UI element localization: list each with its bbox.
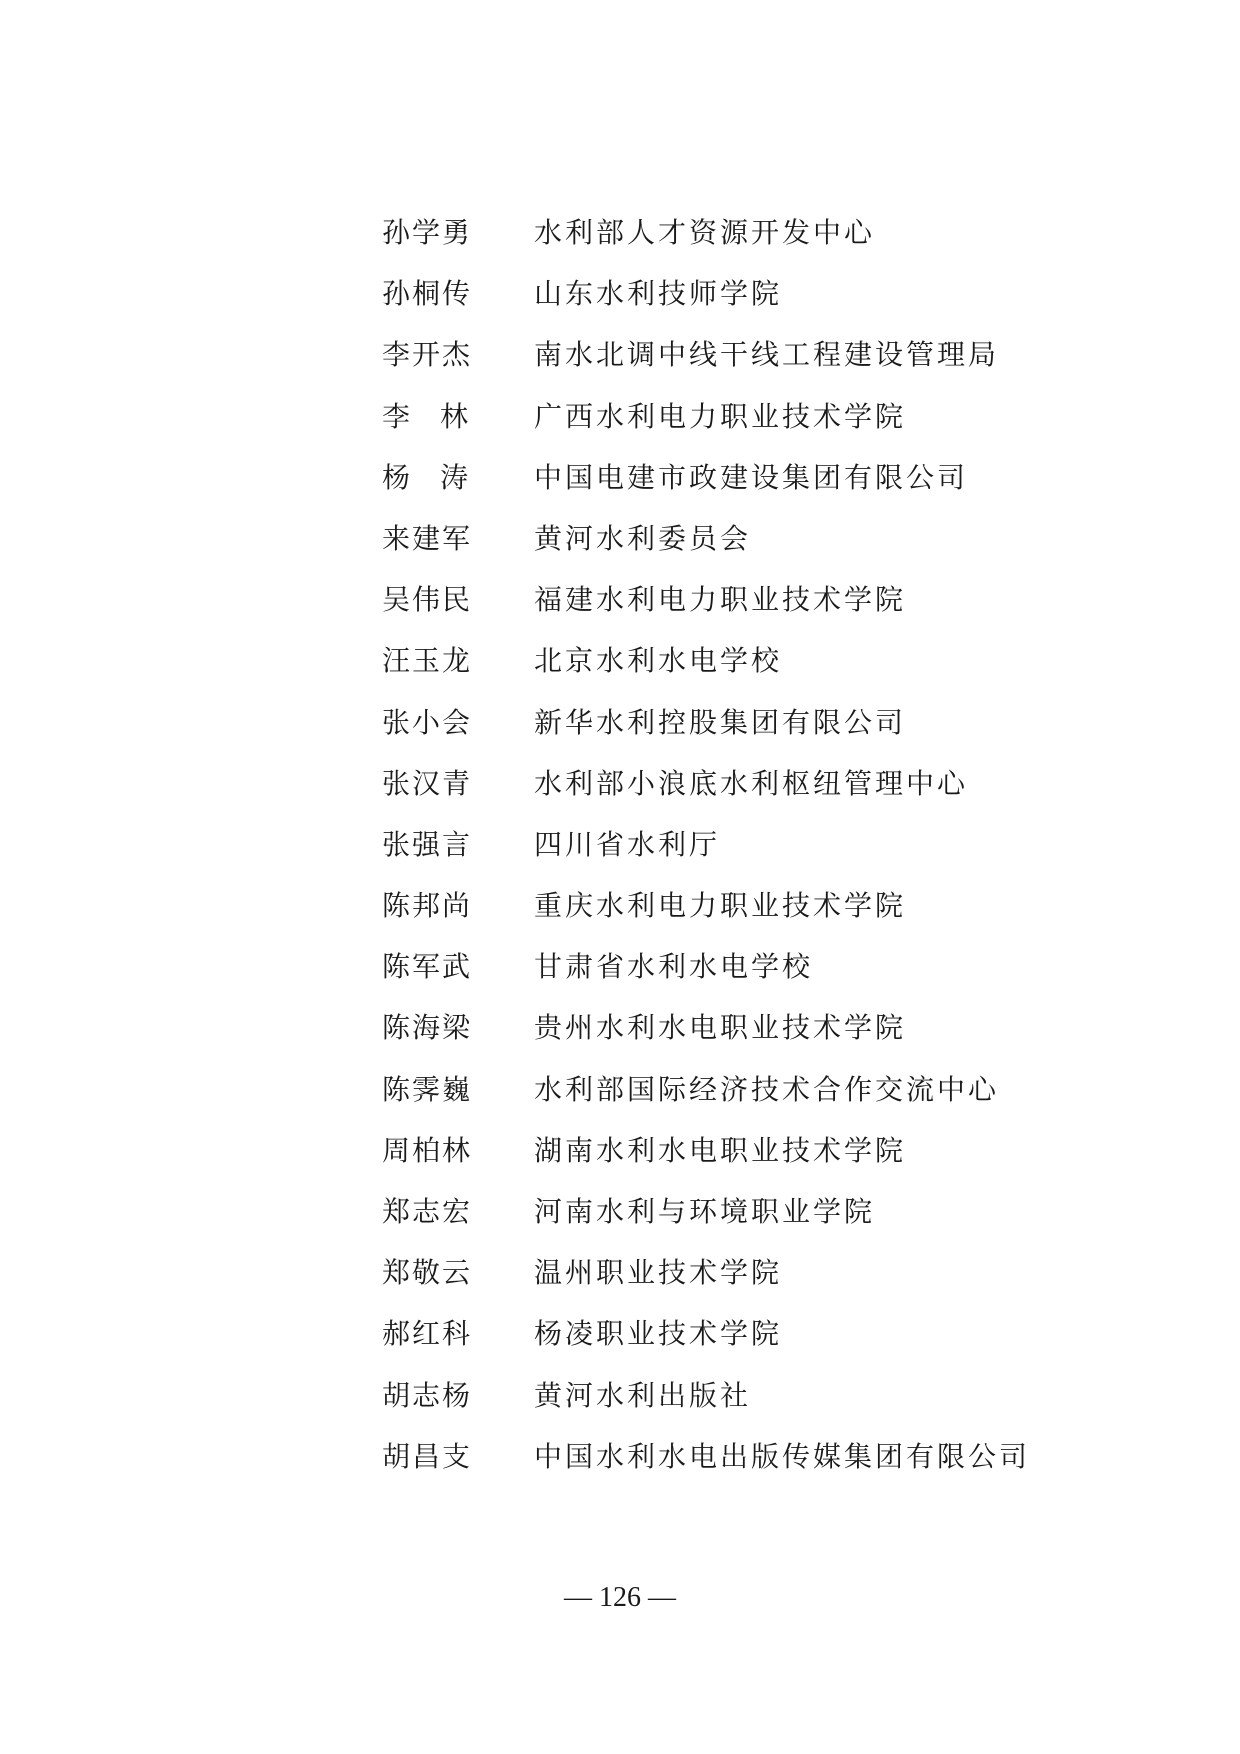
list-item [382,705,1082,769]
organization: 甘肃省水利水电学校 [534,950,814,984]
list-item [382,1013,1082,1074]
list-item [382,1072,1082,1136]
person-name [382,460,468,494]
list-item [382,585,1082,646]
organization: 水利部小浪底水利枢纽管理中心 [534,766,969,800]
person-name: 孙学勇 [382,216,473,249]
organization: 广西水利电力职业技术学院 [534,399,907,433]
person-name: 陈海梁 [382,1011,473,1045]
name-char: 涛 [439,460,468,494]
person-name: 汪玉龙 [382,644,473,678]
organization: 南水北调中线干线工程建设管理局 [534,338,1000,372]
list-item [382,279,1082,340]
organization: 水利部人才资源开发中心 [534,216,876,249]
list-item [382,891,1082,952]
organization: 福建水利电力职业技术学院 [534,583,907,617]
person-name: 来建军 [382,521,473,555]
list-item [382,1258,1082,1319]
person-name: 郑志宏 [382,1195,473,1228]
list-item [382,1133,1082,1197]
organization: 温州职业技术学院 [534,1256,783,1290]
page-number: — 126 — [564,1582,676,1613]
list-item [382,1197,1082,1258]
organization: 山东水利技师学院 [534,277,783,311]
list-item [382,952,1082,1013]
person-name: 张强言 [382,827,473,861]
organization: 四川省水利厅 [534,827,721,861]
list-item [382,827,1082,891]
person-name: 郝红科 [382,1317,473,1351]
organization: 新华水利控股集团有限公司 [534,705,907,739]
person-name: 李开杰 [382,338,473,372]
organization: 黄河水利委员会 [534,521,752,555]
person-name: 张汉青 [382,766,473,800]
name-list [382,218,1082,1503]
list-item [382,766,1082,830]
person-name: 郑敬云 [382,1256,473,1290]
list-item [382,1319,1082,1380]
person-name: 陈军武 [382,950,473,984]
organization: 北京水利水电学校 [534,644,783,678]
person-name: 孙桐传 [382,277,473,311]
organization: 湖南水利水电职业技术学院 [534,1133,907,1167]
person-name: 周柏林 [382,1133,473,1167]
organization: 中国电建市政建设集团有限公司 [534,460,969,494]
list-item [382,399,1082,463]
organization: 重庆水利电力职业技术学院 [534,889,907,923]
name-char: 杨 [382,460,411,494]
organization: 水利部国际经济技术合作交流中心 [534,1072,1000,1106]
name-char: 李 [382,399,411,433]
organization: 贵州水利水电职业技术学院 [534,1011,907,1045]
person-name: 陈霁巍 [382,1072,473,1106]
list-item [382,646,1082,707]
person-name: 胡昌支 [382,1439,473,1473]
organization: 河南水利与环境职业学院 [534,1195,876,1228]
list-item [382,460,1082,524]
organization: 中国水利水电出版传媒集团有限公司 [534,1439,1031,1473]
organization: 黄河水利出版社 [534,1378,752,1412]
list-item [382,218,1082,279]
person-name: 陈邦尚 [382,889,473,923]
person-name: 张小会 [382,705,473,739]
list-item [382,340,1082,401]
organization: 杨凌职业技术学院 [534,1317,783,1351]
person-name: 吴伟民 [382,583,473,617]
list-item [382,1439,1082,1503]
list-item [382,1378,1082,1442]
name-char: 林 [439,399,468,433]
person-name: 胡志杨 [382,1378,473,1412]
person-name [382,399,468,433]
list-item [382,521,1082,585]
